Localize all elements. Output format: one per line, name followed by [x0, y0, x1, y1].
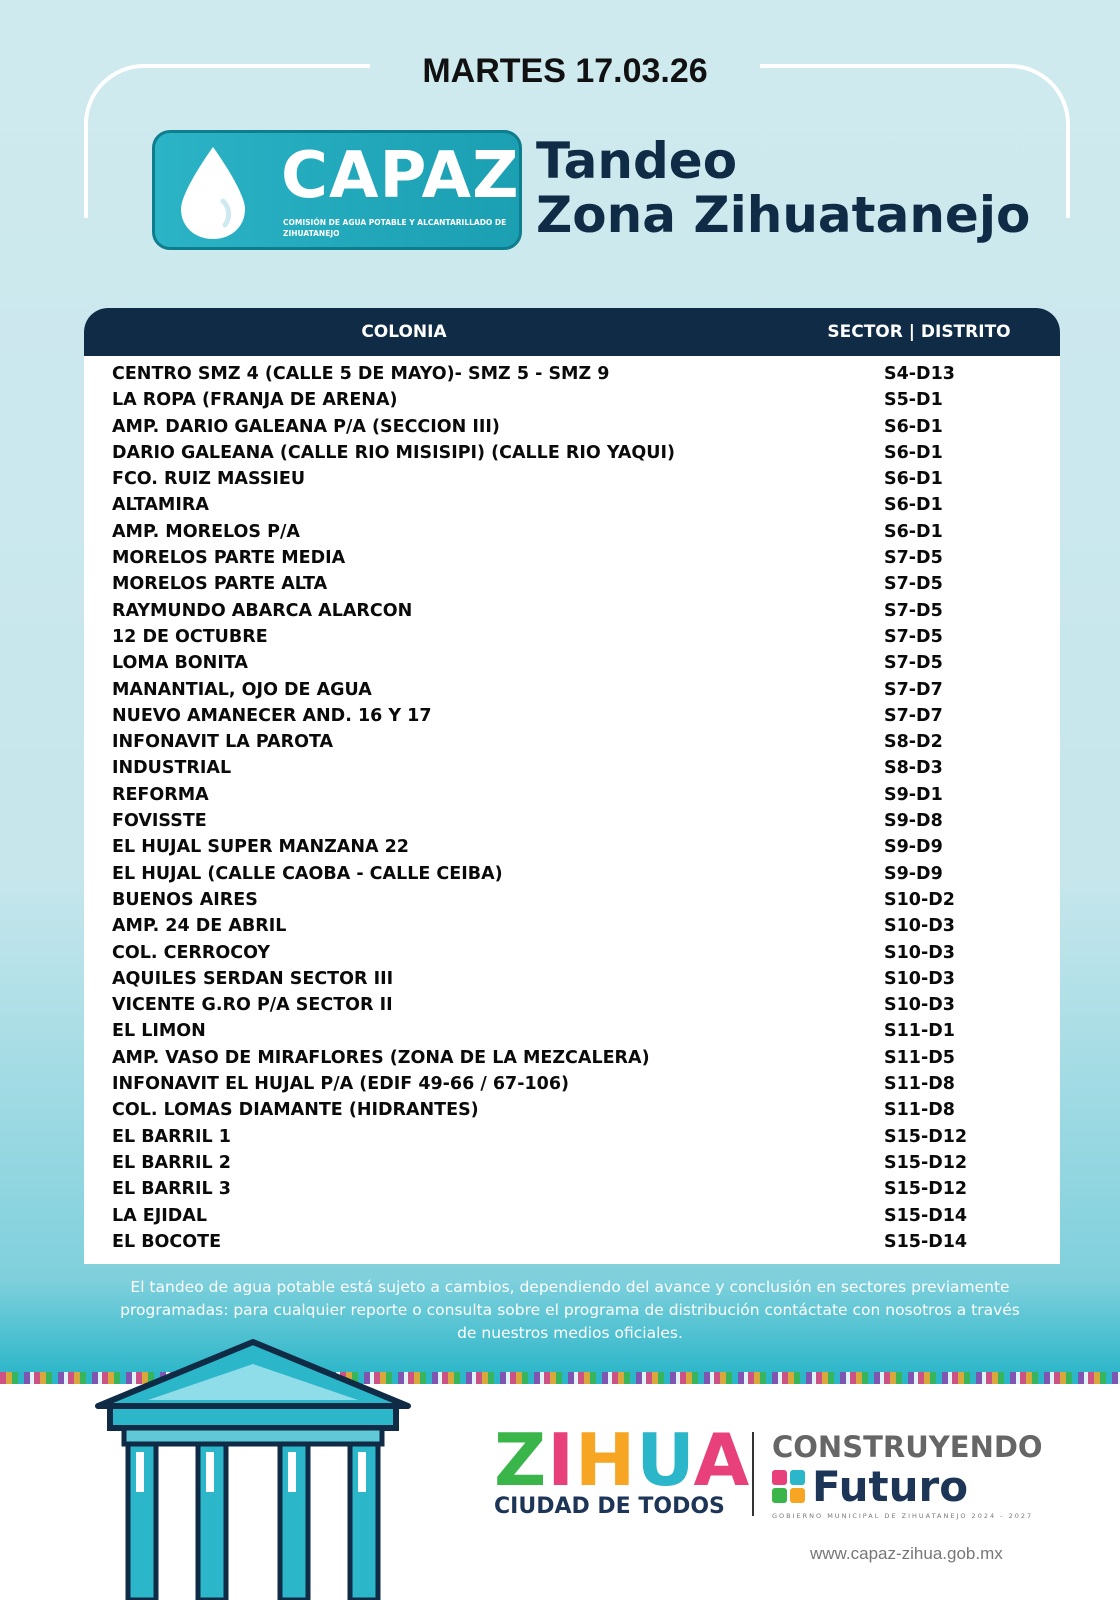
- futuro-label: Futuro: [812, 1462, 969, 1511]
- column-header-sector: SECTOR | DISTRITO: [827, 322, 1011, 342]
- table-row: [84, 1071, 1060, 1097]
- logo-name: CAPAZ: [281, 139, 520, 213]
- sector-cell: S7-D5: [884, 548, 943, 569]
- colonia-cell: RAYMUNDO ABARCA ALARCON: [112, 600, 413, 621]
- zihua-letter: Z: [494, 1418, 548, 1502]
- date-label: MARTES 17.03.26: [422, 52, 708, 90]
- colonia-cell: INDUSTRIAL: [112, 758, 232, 779]
- zihua-letter: U: [636, 1418, 694, 1502]
- zihua-letter: A: [693, 1418, 751, 1502]
- sector-cell: S10-D3: [884, 942, 955, 963]
- sector-cell: S7-D7: [884, 679, 943, 700]
- sector-cell: S5-D1: [884, 390, 943, 411]
- table-row: [84, 387, 1060, 413]
- sector-cell: S8-D3: [884, 758, 943, 779]
- sector-cell: S11-D1: [884, 1021, 955, 1042]
- sector-cell: S6-D1: [884, 469, 943, 490]
- table-row: [84, 1124, 1060, 1150]
- sector-cell: S10-D2: [884, 889, 955, 910]
- column-header-colonia: COLONIA: [361, 322, 447, 342]
- colonia-cell: EL BARRIL 2: [112, 1152, 231, 1173]
- sector-cell: S11-D5: [884, 1047, 955, 1068]
- table-row: [84, 834, 1060, 860]
- table-row: [84, 913, 1060, 939]
- schedule-table: [84, 308, 1060, 1264]
- sector-cell: S7-D5: [884, 600, 943, 621]
- colonia-cell: 12 DE OCTUBRE: [112, 626, 268, 647]
- sector-cell: S10-D3: [884, 968, 955, 989]
- colonia-cell: EL HUJAL SUPER MANZANA 22: [112, 837, 409, 858]
- table-row: [84, 624, 1060, 650]
- colonia-cell: AMP. DARIO GALEANA P/A (SECCION III): [112, 416, 500, 437]
- table-row: [84, 1018, 1060, 1044]
- capaz-logo: [152, 130, 522, 250]
- colonia-cell: NUEVO AMANECER AND. 16 Y 17: [112, 705, 432, 726]
- water-drop-icon: [177, 145, 249, 241]
- colonia-cell: CENTRO SMZ 4 (CALLE 5 DE MAYO)- SMZ 5 - SMZ 9: [112, 364, 610, 384]
- colonia-cell: EL LIMON: [112, 1021, 206, 1042]
- sector-cell: S9-D9: [884, 837, 943, 858]
- table-row: [84, 703, 1060, 729]
- sector-cell: S15-D14: [884, 1205, 968, 1226]
- colonia-cell: INFONAVIT EL HUJAL P/A (EDIF 49-66 / 67-106): [112, 1074, 570, 1095]
- table-row: [84, 492, 1060, 518]
- date-container: [370, 46, 760, 96]
- table-body: [84, 356, 1060, 1255]
- colonia-cell: ALTAMIRA: [112, 495, 209, 516]
- sector-cell: S7-D5: [884, 653, 943, 674]
- table-row: [84, 598, 1060, 624]
- colonia-cell: LOMA BONITA: [112, 653, 248, 674]
- zihua-letter: H: [575, 1418, 637, 1502]
- colonia-cell: AMP. 24 DE ABRIL: [112, 916, 287, 937]
- table-row: [84, 861, 1060, 887]
- table-header: [84, 308, 1060, 356]
- colonia-cell: DARIO GALEANA (CALLE RIO MISISIPI) (CALLE RIO YAQUI): [112, 442, 675, 463]
- title-line-1: Tandeo: [536, 132, 738, 190]
- construyendo-label: CONSTRUYENDO: [772, 1430, 1043, 1464]
- table-row: [84, 571, 1060, 597]
- colonia-cell: INFONAVIT LA PAROTA: [112, 732, 334, 753]
- sector-cell: S7-D5: [884, 574, 943, 595]
- sector-cell: S4-D13: [884, 364, 955, 384]
- zihua-logo: [494, 1418, 751, 1502]
- gobierno-label: GOBIERNO MUNICIPAL DE ZIHUATANEJO 2024 - 2027: [772, 1512, 1034, 1520]
- colonia-cell: LA ROPA (FRANJA DE ARENA): [112, 390, 398, 411]
- zihua-letter: I: [547, 1418, 576, 1502]
- colonia-cell: MORELOS PARTE MEDIA: [112, 548, 346, 569]
- colonia-cell: VICENTE G.RO P/A SECTOR II: [112, 995, 393, 1016]
- table-row: [84, 1229, 1060, 1255]
- sector-cell: S6-D1: [884, 416, 943, 437]
- sector-cell: S9-D9: [884, 863, 943, 884]
- table-row: [84, 519, 1060, 545]
- sector-cell: S10-D3: [884, 916, 955, 937]
- website-link[interactable]: www.capaz-zihua.gob.mx: [810, 1544, 1003, 1563]
- logo-subtitle: COMISIÓN DE AGUA POTABLE Y ALCANTARILLADO DE ZIHUATANEJO: [283, 218, 507, 238]
- table-row: [84, 440, 1060, 466]
- table-row: [84, 729, 1060, 755]
- table-row: [84, 1150, 1060, 1176]
- table-row: [84, 414, 1060, 440]
- sector-cell: S10-D3: [884, 995, 955, 1016]
- sector-cell: S15-D12: [884, 1152, 968, 1173]
- table-row: [84, 466, 1060, 492]
- disclaimer-note: El tandeo de agua potable está sujeto a cambios, dependiendo del avance y conclusión en sectores previamente programadas: para cualquier reporte o consulta sobre el programa de distribución contáctate con nosotros a través de nuestros medios oficiales.: [120, 1278, 1020, 1342]
- table-row: [84, 992, 1060, 1018]
- sector-cell: S11-D8: [884, 1074, 955, 1095]
- table-row: [84, 1203, 1060, 1229]
- table-row: [84, 545, 1060, 571]
- sector-cell: S6-D1: [884, 521, 943, 542]
- colonia-cell: COL. LOMAS DIAMANTE (HIDRANTES): [112, 1100, 479, 1121]
- table-row: [84, 1045, 1060, 1071]
- footer-divider: [752, 1432, 754, 1516]
- page-title: [536, 134, 1030, 242]
- sector-cell: S6-D1: [884, 495, 943, 516]
- colonia-cell: AMP. VASO DE MIRAFLORES (ZONA DE LA MEZCALERA): [112, 1047, 650, 1068]
- colonia-cell: REFORMA: [112, 784, 209, 805]
- colonia-cell: FCO. RUIZ MASSIEU: [112, 469, 306, 490]
- sector-cell: S8-D2: [884, 732, 943, 753]
- table-row: [84, 782, 1060, 808]
- colonia-cell: AMP. MORELOS P/A: [112, 521, 300, 542]
- sector-cell: S7-D7: [884, 705, 943, 726]
- table-row: [84, 755, 1060, 781]
- colonia-cell: EL BARRIL 3: [112, 1179, 231, 1200]
- table-row: [84, 966, 1060, 992]
- sector-cell: S15-D14: [884, 1231, 968, 1252]
- building-icon: [88, 1336, 418, 1600]
- colonia-cell: COL. CERROCOY: [112, 942, 271, 963]
- colonia-cell: MANANTIAL, OJO DE AGUA: [112, 679, 372, 700]
- colonia-cell: AQUILES SERDAN SECTOR III: [112, 968, 394, 989]
- sector-cell: S9-D1: [884, 784, 943, 805]
- colonia-cell: EL BOCOTE: [112, 1231, 222, 1252]
- colonia-cell: FOVISSTE: [112, 811, 207, 832]
- colonia-cell: EL BARRIL 1: [112, 1126, 231, 1147]
- sector-cell: S7-D5: [884, 626, 943, 647]
- sector-cell: S15-D12: [884, 1126, 968, 1147]
- ciudad-slogan: CIUDAD DE TODOS: [494, 1494, 725, 1519]
- table-row: [84, 677, 1060, 703]
- table-row: [84, 1176, 1060, 1202]
- sector-cell: S9-D8: [884, 811, 943, 832]
- sector-cell: S6-D1: [884, 442, 943, 463]
- table-row: [84, 808, 1060, 834]
- colonia-cell: BUENOS AIRES: [112, 889, 258, 910]
- colonia-cell: LA EJIDAL: [112, 1205, 207, 1226]
- table-row: [84, 887, 1060, 913]
- squares-icon: [772, 1470, 806, 1504]
- colonia-cell: EL HUJAL (CALLE CAOBA - CALLE CEIBA): [112, 863, 503, 884]
- sector-cell: S15-D12: [884, 1179, 968, 1200]
- table-row: [84, 650, 1060, 676]
- colonia-cell: MORELOS PARTE ALTA: [112, 574, 328, 595]
- table-row: [84, 1097, 1060, 1123]
- table-row: [84, 361, 1060, 387]
- title-line-2: Zona Zihuatanejo: [536, 186, 1031, 244]
- sector-cell: S11-D8: [884, 1100, 955, 1121]
- table-row: [84, 940, 1060, 966]
